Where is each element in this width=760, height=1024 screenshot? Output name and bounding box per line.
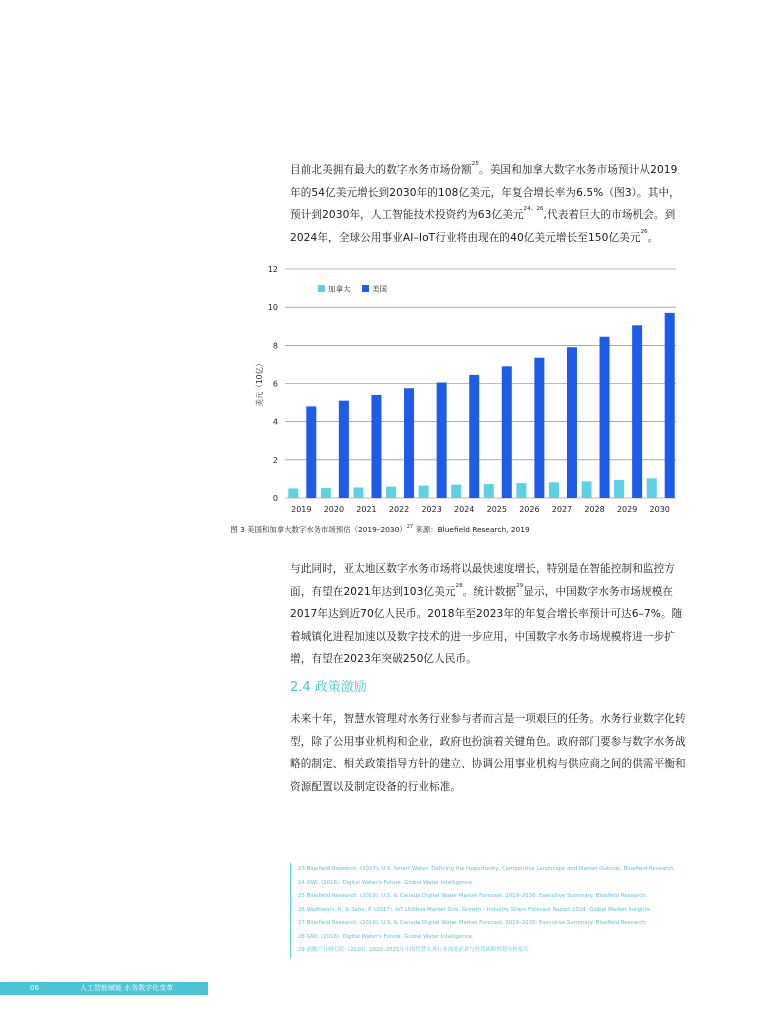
bar-canada-2021 (353, 488, 363, 498)
x-tick-label: 2020 (323, 505, 345, 514)
y-tick-label: 0 (272, 494, 278, 503)
bar-usa-2026 (534, 358, 544, 498)
bar-canada-2030 (647, 478, 657, 498)
bar-chart (0, 255, 760, 525)
bar-canada-2029 (614, 480, 624, 498)
paragraph-text: 。 (647, 231, 659, 244)
asia-paragraph (290, 558, 686, 671)
footnote: 28 GWI. (2016). Digital Water's Future. Global Water Intelligence. (298, 933, 474, 940)
bar-canada-2025 (484, 484, 494, 498)
y-tick-label: 12 (267, 265, 278, 274)
x-tick-label: 2023 (421, 505, 442, 514)
x-tick-label: 2029 (616, 505, 638, 514)
legend-label: 加拿大 (328, 284, 351, 294)
paragraph-text: 。美国和加拿大数字水务市场预计从2019年的54亿美元增长到2030年的108亿美元，年复合增长率为6.5%（图3）。其中，预计到2030年，人工智能技术投资约为63亿美元 (290, 164, 680, 221)
footnote: 26 Wadhwani, P., & Saha, P. (2017). IoT Utilities Market Size, Growth - Industry Share Forecast Report 2024. Global Market Insights. (298, 906, 652, 913)
legend-swatch (318, 285, 325, 292)
paragraph-text: 未来十年，智慧水管理对水务行业参与者而言是一项艰巨的任务。水务行业数字化转型，除了公用事业机构和企业，政府也扮演着关键角色。政府部门要参与数字水务战略的制定、相关政策指导方针的建立、协调公用事业机构与供应商之间的供需平衡和资源配置以及制定设备的行业标准。 (290, 713, 686, 793)
bar-usa-2023 (437, 383, 447, 498)
x-tick-label: 2019 (291, 505, 312, 514)
caption-source: 来源：Bluefield Research, 2019 (413, 525, 530, 534)
footnote: 23 Bluefield Research. (2017). U.S. Smart Water: Defining the Opportunity, Competitive Landscape and Market Outlook. Bluefield Research. (298, 866, 676, 872)
bar-canada-2028 (582, 481, 592, 498)
bar-canada-2027 (549, 482, 559, 498)
section-heading: 2.4 政策激励 (290, 680, 367, 695)
paragraph-text: 显示，中国数字水务市场规模在2017年达到近70亿人民币。2018年至2023年的年复合增长率预计可达6–7%。随着城镇化进程加速以及数字技术的进一步应用，中国数字水务市场规模将进一步扩增，有望在2023年突破250亿人民币。 (290, 585, 683, 665)
bar-usa-2027 (567, 347, 577, 498)
legend-swatch (362, 285, 369, 292)
bar-usa-2028 (600, 337, 610, 498)
footnote-ref: 29 (516, 582, 524, 589)
paragraph-text: ,代表着巨大的市场机会。到2024年，全球公用事业AI–IoT行业将由现在的40亿美元增长至150亿美元 (290, 209, 676, 244)
paragraph-text: 。统计数据 (462, 585, 517, 598)
x-tick-label: 2025 (486, 505, 507, 514)
bar-canada-2024 (451, 485, 461, 498)
policy-paragraph (290, 708, 686, 798)
y-tick-label: 10 (267, 303, 278, 313)
caption-footnote-ref: 27 (406, 524, 414, 530)
footnote: 25 Bluefield Research. (2019). U.S. & Canada Digital Water Market Forecast, 2019–2030: Executive Summary. Bluefield Research. (298, 893, 648, 899)
footnote-ref: 25 (471, 161, 479, 167)
page-number: 06 (30, 984, 39, 992)
paragraph-text: 目前北美拥有最大的数字水务市场份额 (290, 164, 472, 176)
x-tick-label: 2030 (649, 505, 670, 514)
figure-caption (0, 524, 760, 535)
footnote: 24 GWI. (2016). Digital Water's Future. Global Water Intelligence. (298, 879, 474, 886)
y-axis-label: 美元（10亿） (255, 359, 264, 407)
bar-usa-2021 (371, 395, 381, 498)
bar-usa-2029 (632, 325, 642, 498)
bar-canada-2020 (321, 488, 331, 498)
footer-title: 人工智能赋能 水务数字化变革 (80, 984, 174, 992)
footnote: 29 前瞻产业研究院. (2020). 2020–2025年中国智慧水务行业深度前景与投资战略规划分析报告. (298, 947, 531, 953)
page-footer (0, 982, 208, 995)
x-tick-label: 2026 (519, 505, 540, 514)
x-tick-label: 2024 (454, 505, 475, 514)
bar-canada-2019 (288, 488, 298, 498)
x-tick-label: 2028 (584, 505, 605, 514)
bar-usa-2025 (502, 366, 512, 498)
bar-usa-2020 (339, 401, 349, 498)
paragraph-text: 与此同时，亚太地区数字水务市场将以最快速度增长，特别是在智能控制和监控方面，有望在2021年达到103亿美元 (290, 563, 675, 598)
x-tick-label: 2021 (356, 505, 377, 514)
bar-canada-2026 (516, 483, 526, 498)
caption-text: 图 3 美国和加拿大数字水务市场预估（2019–2030） (230, 525, 407, 534)
y-tick-label: 2 (272, 455, 278, 465)
bar-usa-2024 (469, 375, 479, 498)
y-tick-label: 8 (272, 341, 278, 351)
footnote-ref: 28 (455, 582, 463, 589)
bar-usa-2019 (306, 406, 316, 498)
legend-label: 美国 (372, 284, 387, 294)
bar-canada-2022 (386, 487, 396, 498)
bar-canada-2023 (419, 486, 429, 498)
y-tick-label: 4 (272, 417, 278, 427)
footnote-ref: 26 (640, 228, 648, 235)
intro-paragraph (290, 159, 686, 249)
x-tick-label: 2022 (388, 505, 410, 514)
x-tick-label: 2027 (551, 505, 573, 514)
footnote-ref: 24、26 (523, 206, 544, 212)
footnote: 27 Bluefield Research. (2019). U.S. & Canada Digital Water Market Forecast, 2019–2030: Executive Summary. Bluefield Research. (298, 920, 648, 926)
bar-usa-2022 (404, 388, 414, 498)
y-tick-label: 6 (272, 379, 278, 389)
bar-usa-2030 (665, 313, 675, 498)
footnote-list (290, 863, 698, 958)
